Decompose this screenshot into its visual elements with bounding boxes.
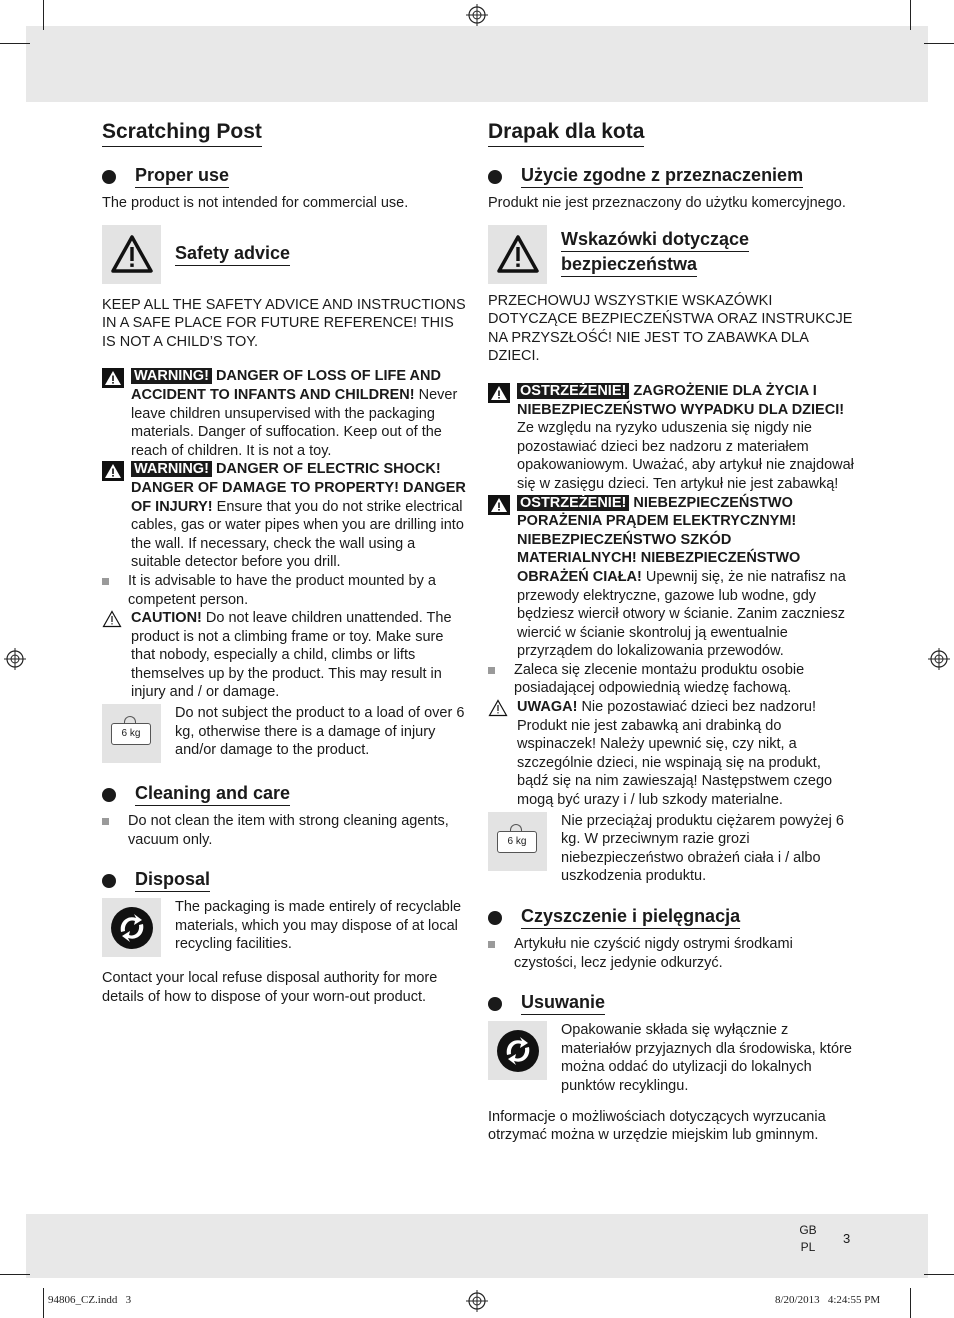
bullet-icon [488, 997, 502, 1011]
weight-icon: 6 kg [102, 704, 161, 763]
crop-mark [910, 0, 911, 30]
disposal-block: The packaging is made entirely of recyclable materials, which you may dispose of at local recycling facilities. [102, 898, 466, 957]
disposal-contact: Informacje o możliwościach dotyczących wyrzucania otrzymać można w urzędzie miejskim lub gminnym. [488, 1108, 826, 1144]
registration-mark-icon [928, 648, 950, 670]
crop-mark [43, 0, 44, 30]
square-bullet-icon [102, 818, 109, 825]
cleaning-heading: Cleaning and care [102, 783, 466, 806]
warning-triangle-icon [102, 225, 161, 284]
square-bullet-icon [488, 941, 495, 948]
registration-mark-icon [466, 4, 488, 26]
caution-triangle-icon [102, 610, 122, 628]
proper-use-text: The product is not intended for commercial use. [102, 195, 409, 211]
safety-heading: Wskazówki dotyczące bezpieczeństwa [488, 225, 854, 284]
safety-heading: Safety advice [102, 225, 466, 284]
crop-mark [0, 43, 30, 44]
disposal-block: Opakowanie składa się wyłącznie z materiałów przyjaznych dla środowiska, które można oddać do utylizacji do lokalnych punktów recyklingu. [488, 1021, 854, 1095]
square-bullet-icon [488, 667, 495, 674]
disposal-heading: Usuwanie [488, 992, 854, 1015]
safety-intro: KEEP ALL THE SAFETY ADVICE AND INSTRUCTIONS IN A SAFE PLACE FOR FUTURE REFERENCE! THIS IS NOT A CHILD’S TOY. [102, 296, 466, 350]
warning-label: OSTRZEŻENIE! [517, 495, 629, 511]
slug-timestamp: 8/20/2013 4:24:55 PM [775, 1294, 881, 1306]
square-bullet-icon [102, 578, 109, 585]
caution-triangle-icon [488, 699, 508, 717]
caution-label: CAUTION! [131, 610, 202, 627]
caution-label: UWAGA! [517, 699, 578, 716]
recycling-icon [102, 898, 161, 957]
page-title: Drapak dla kota [488, 120, 644, 147]
crop-mark [924, 43, 954, 44]
footer-band [26, 1214, 928, 1278]
proper-use-heading: Proper use [102, 165, 466, 188]
warning-block: WARNING! DANGER OF ELECTRIC SHOCK! DANGER OF DAMAGE TO PROPERTY! DANGER OF INJURY! Ensure that you do not strike electrical cables, gas or water pipes when you are drilling into the wall. If necessary, check the wall using a suitable detector before you drill. [102, 460, 466, 572]
disposal-contact: Contact your local refuse disposal authority for more details of how to dispose of your worn-out product. [102, 970, 438, 1005]
crop-mark [924, 1274, 954, 1275]
warning-filled-icon [488, 383, 510, 403]
warning-block: OSTRZEŻENIE! ZAGROŻENIE DLA ŻYCIA I NIEBEZPIECZEŃSTWO WYPADKU DLA DZIECI! Ze względu na ryzyko uduszenia się nigdy nie pozostawiać dzieci bez nadzoru z materiałem opakowaniowym. Uważać, aby artykuł nie znajdował się w zasięgu dzieci. Ten artykuł nie jest zabawką! [488, 382, 854, 494]
warning-label: OSTRZEŻENIE! [517, 383, 629, 399]
bullet-icon [488, 911, 502, 925]
bullet-icon [102, 874, 116, 888]
bullet-icon [102, 788, 116, 802]
load-limit-block: 6 kg Do not subject the product to a load of over 6 kg, otherwise there is a damage of injury and/or damage to the product. [102, 704, 466, 763]
warning-label: WARNING! [131, 368, 212, 384]
warning-filled-icon [102, 461, 124, 481]
language-codes: GB PL [799, 1223, 817, 1254]
warning-block: OSTRZEŻENIE! NIEBEZPIECZEŃSTWO PORAŻENIA PRĄDEM ELEKTRYCZNYM! NIEBEZPIECZEŃSTWO SZKÓD MATERIALNYCH! NIEBEZPIECZEŃSTWO OBRAŻEŃ CIAŁA! Upewnij się, że nie natrafisz na przewody elektryczne, gazowe lub wodne, gdy będziesz wiercił otwory w ścianie. Zanim zaczniesz wiercić w ścianie skontroluj ją ewentualnie przyrządem do lokalizowania przewodów. [488, 494, 854, 661]
list-item: Zaleca się zlecenie montażu produktu osobie posiadającej odpowiednią wiedzę fachową. [488, 661, 854, 698]
page-number: 3 [843, 1231, 851, 1246]
english-column [102, 120, 466, 1006]
registration-mark-icon [466, 1290, 488, 1312]
warning-filled-icon [102, 368, 124, 388]
list-item: It is advisable to have the product mounted by a competent person. [102, 572, 466, 609]
list-item: Do not clean the item with strong cleaning agents, vacuum only. [102, 812, 466, 849]
warning-block: WARNING! DANGER OF LOSS OF LIFE AND ACCIDENT TO INFANTS AND CHILDREN! Never leave children unsupervised with the packaging materials. Danger of suffocation. Keep out of the reach of children. It is not a toy. [102, 367, 466, 460]
warning-triangle-icon [488, 225, 547, 284]
slug-filename: 94806_CZ.indd 3 [48, 1294, 132, 1306]
weight-icon: 6 kg [488, 812, 547, 871]
proper-use-heading: Użycie zgodne z przeznaczeniem [488, 165, 854, 188]
registration-mark-icon [4, 648, 26, 670]
crop-mark [910, 1288, 911, 1318]
polish-column [488, 120, 854, 1145]
disposal-heading: Disposal [102, 869, 466, 892]
cleaning-heading: Czyszczenie i pielęgnacja [488, 906, 854, 929]
warning-label: WARNING! [131, 461, 212, 477]
warning-filled-icon [488, 495, 510, 515]
recycling-icon [488, 1021, 547, 1080]
safety-intro: PRZECHOWUJ WSZYSTKIE WSKAZÓWKI DOTYCZĄCE BEZPIECZEŃSTWA ORAZ INSTRUKCJE NA PRZYSZŁOŚĆ! NIE JEST TO ZABAWKA DLA DZIECI. [488, 292, 853, 365]
bullet-icon [488, 170, 502, 184]
caution-block: UWAGA! Nie pozostawiać dzieci bez nadzoru! Produkt nie jest zabawką ani drabinką do wspinaczek! Należy upewnić się, czy nikt, a szczególnie dzieci, nie wspinają się na produkt, bądź się na nim zawieszają! Następstwem czego mogą być urazy i / lub szkody materialne. [488, 698, 854, 810]
caution-block: CAUTION! Do not leave children unattended. The product is not a climbing frame or toy. Make sure that nobody, especially a child, climbs or lifts themselves up by the product. This may result in injury and / or damage. [102, 609, 466, 702]
crop-mark [0, 1274, 30, 1275]
load-limit-block: 6 kg Nie przeciążaj produktu ciężarem powyżej 6 kg. W przeciwnym razie grozi niebezpieczeństwo obrażeń ciała i / albo uszkodzenia produktu. [488, 812, 854, 886]
bullet-icon [102, 170, 116, 184]
page-title: Scratching Post [102, 120, 262, 147]
proper-use-text: Produkt nie jest przeznaczony do użytku komercyjnego. [488, 195, 846, 211]
list-item: Artykułu nie czyścić nigdy ostrymi środkami czystości, lecz jedynie odkurzyć. [488, 935, 854, 972]
crop-mark [43, 1288, 44, 1318]
header-band [26, 26, 928, 102]
